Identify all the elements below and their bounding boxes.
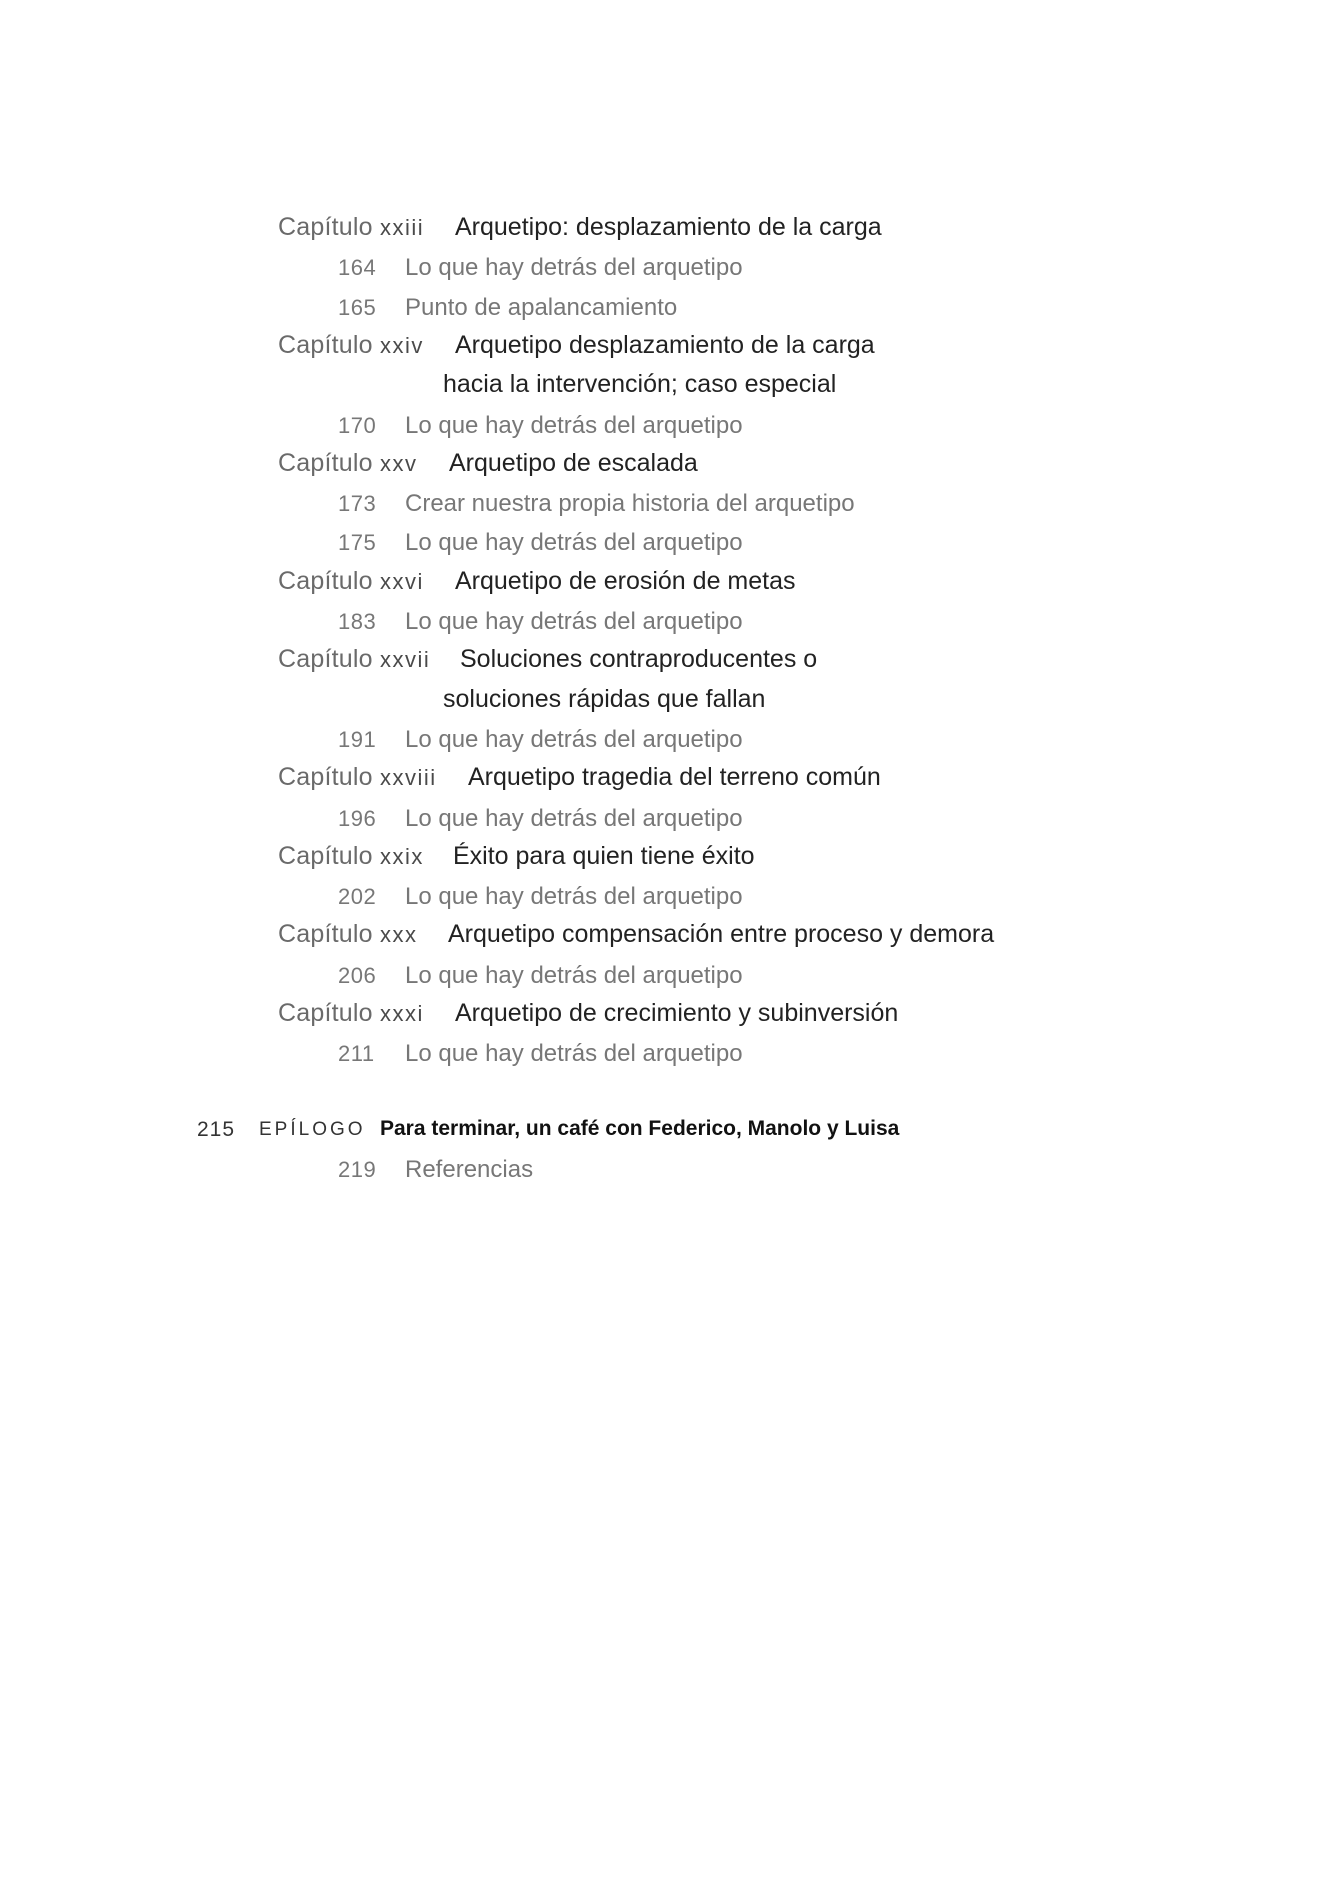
chapter-number: xxiv <box>380 332 424 358</box>
section-page-number: 219 <box>338 1157 377 1182</box>
section-row[interactable] <box>0 411 1339 444</box>
section-row[interactable] <box>0 804 1339 837</box>
section-page-number: 165 <box>338 294 377 320</box>
section-title: Punto de apalancamiento <box>405 293 678 321</box>
chapter-title: Arquetipo: desplazamiento de la carga <box>455 213 882 241</box>
epilogue-row[interactable] <box>0 1118 1339 1148</box>
section-title: Lo que hay detrás del arquetipo <box>405 883 743 911</box>
section-title: Lo que hay detrás del arquetipo <box>405 254 743 282</box>
chapter-title: Arquetipo compensación entre proceso y demora <box>448 920 995 949</box>
chapter-label: Capítulo <box>278 920 373 949</box>
chapter-row[interactable] <box>0 566 1339 601</box>
section-title: Lo que hay detrás del arquetipo <box>405 1040 743 1068</box>
chapter-title: Soluciones contraproducentes o <box>460 645 818 674</box>
chapter-row[interactable] <box>0 647 1339 679</box>
section-row[interactable] <box>0 531 1339 561</box>
section-page-number: 202 <box>338 884 377 910</box>
chapter-row[interactable] <box>0 765 1339 797</box>
chapter-row[interactable] <box>0 1001 1339 1033</box>
chapter-number: xxx <box>380 922 418 948</box>
section-title: Lo que hay detrás del arquetipo <box>405 804 743 832</box>
chapter-number: xxviii <box>380 765 437 791</box>
section-title: Lo que hay detrás del arquetipo <box>405 961 743 989</box>
section-page-number: 183 <box>338 609 377 634</box>
section-page-number: 164 <box>338 255 377 281</box>
section-page-number: 191 <box>338 726 377 752</box>
epilogue-title: Para terminar, un café con Federico, Manolo y Luisa <box>380 1117 900 1140</box>
chapter-title: Arquetipo desplazamiento de la carga <box>455 330 875 359</box>
chapter-label: Capítulo <box>278 645 373 674</box>
chapter-title: Arquetipo de erosión de metas <box>455 566 796 595</box>
section-title: Lo que hay detrás del arquetipo <box>405 529 743 557</box>
section-row[interactable] <box>0 256 1339 286</box>
section-page-number: 173 <box>338 491 377 517</box>
chapter-title-continued: hacia la intervención; caso especial <box>443 370 837 399</box>
section-page-number: 211 <box>338 1041 375 1067</box>
chapter-row[interactable] <box>0 922 1339 954</box>
chapter-label: Capítulo <box>278 213 373 241</box>
chapter-label: Capítulo <box>278 566 373 595</box>
section-page-number: 170 <box>338 412 377 438</box>
section-title: Lo que hay detrás del arquetipo <box>405 725 743 753</box>
section-page-number: 196 <box>338 805 377 831</box>
section-row[interactable] <box>0 293 1339 326</box>
section-row[interactable] <box>0 492 1339 522</box>
chapter-label: Capítulo <box>278 763 373 792</box>
section-page-number: 206 <box>338 962 377 988</box>
chapter-number: xxvi <box>380 568 424 594</box>
chapter-title: Éxito para quien tiene éxito <box>453 841 755 870</box>
section-title: Lo que hay detrás del arquetipo <box>405 608 743 635</box>
section-title: Referencias <box>405 1156 534 1183</box>
chapter-label: Capítulo <box>278 448 373 477</box>
chapter-number: xxix <box>380 843 424 869</box>
chapter-number: xxxi <box>380 1001 424 1026</box>
section-title: Lo que hay detrás del arquetipo <box>405 411 743 439</box>
section-row[interactable] <box>0 1042 1339 1072</box>
chapter-title: Arquetipo de crecimiento y subinversión <box>455 999 899 1027</box>
chapter-title: Arquetipo de escalada <box>449 448 698 477</box>
section-row[interactable] <box>0 885 1339 915</box>
section-row[interactable] <box>0 961 1339 994</box>
chapter-row[interactable] <box>0 330 1339 365</box>
section-row[interactable] <box>0 725 1339 758</box>
epilogue-label: EPÍLOGO <box>259 1119 366 1140</box>
chapter-title: Arquetipo tragedia del terreno común <box>468 763 881 792</box>
chapter-row[interactable] <box>0 215 1339 247</box>
chapter-label: Capítulo <box>278 841 373 870</box>
chapter-label: Capítulo <box>278 330 373 359</box>
chapter-title-continued: soluciones rápidas que fallan <box>443 684 766 713</box>
section-title: Crear nuestra propia historia del arquetipo <box>405 490 855 518</box>
chapter-number: xxv <box>380 450 418 476</box>
chapter-number: xxiii <box>380 215 425 240</box>
chapter-number: xxvii <box>380 647 431 673</box>
epilogue-page-number: 215 <box>197 1118 236 1141</box>
chapter-row[interactable] <box>0 448 1339 483</box>
section-row[interactable] <box>0 610 1339 640</box>
section-row[interactable] <box>0 1158 1339 1188</box>
section-page-number: 175 <box>338 530 377 556</box>
chapter-label: Capítulo <box>278 999 373 1027</box>
chapter-row[interactable] <box>0 841 1339 876</box>
